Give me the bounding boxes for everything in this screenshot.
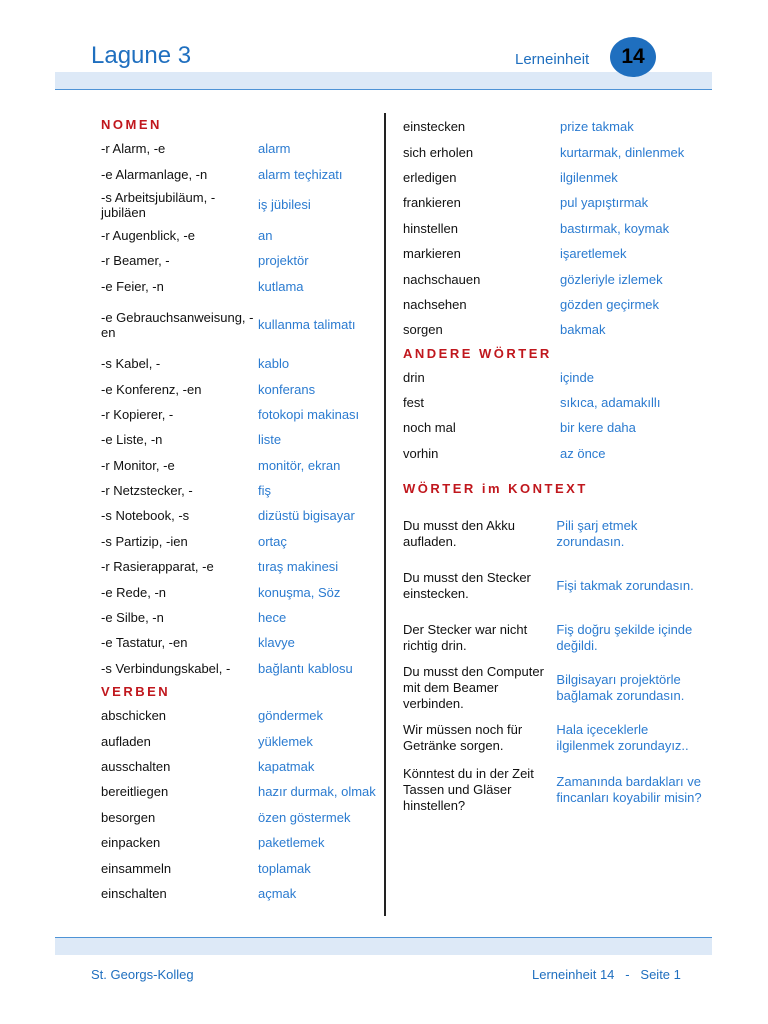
german-term: Du musst den Computer mit dem Beamer verbinden. [403,664,544,712]
vocab-row [403,139,703,164]
german-term: Du musst den Stecker einstecken. [403,570,531,602]
turkish-translation: konferans [258,381,316,397]
vocab-row [403,317,703,342]
section-heading-nomen: NOMEN [101,117,162,132]
german-term: einstecken [403,119,466,135]
turkish-translation: klavye [258,635,295,651]
vocab-row [101,478,381,503]
turkish-translation: alarm teçhizatı [258,166,343,182]
turkish-translation: sıkıca, adamakıllı [560,395,661,411]
vocab-row [403,114,703,139]
turkish-translation: kapatmak [258,759,315,774]
turkish-translation: tıraş makinesi [258,559,339,575]
turkish-translation: liste [258,432,282,448]
unit-label: Lerneinheit [515,51,590,68]
vocab-row [101,248,381,273]
vocab-row [101,779,381,804]
german-term: -e Alarmanlage, -n [101,166,208,182]
vocab-row [101,161,381,186]
andere-list [403,365,703,467]
vocab-row [101,630,381,655]
vocab-row [101,554,381,579]
german-term: -r Alarm, -e [101,141,166,157]
footer-page-info: Lerneinheit 14 - Seite 1 [532,967,681,982]
turkish-translation: işaretlemek [560,246,627,262]
german-term: noch mal [403,420,456,436]
german-term: bereitliegen [101,784,169,800]
german-term: fest [403,395,424,411]
turkish-translation: kullanma talimatı [258,317,356,333]
german-term: -e Konferenz, -en [101,381,202,397]
vocab-row [101,579,381,604]
turkish-translation: konuşma, Söz [258,584,341,600]
german-term: nachschauen [403,271,481,287]
vocab-row [403,165,703,190]
turkish-translation: hazır durmak, olmak [258,784,376,800]
turkish-translation: fotokopi makinası [258,406,360,422]
turkish-translation: Zamanında bardakları ve fincanları koyabilir misin? [556,774,702,806]
turkish-translation: projektör [258,253,309,269]
verben-continued-list [403,114,703,343]
german-term: -e Gebrauchsanweisung, -en [101,309,254,340]
turkish-translation: bir kere daha [560,420,636,436]
vocab-row [101,656,381,681]
vocab-row [101,503,381,528]
german-term: -e Feier, -n [101,278,164,294]
german-term: -e Silbe, -n [101,610,164,626]
german-term: Der Stecker war nicht richtig drin. [403,622,528,654]
section-heading-verben: VERBEN [101,684,171,700]
german-term: -s Partizip, -ien [101,533,188,549]
german-term: -e Tastatur, -en [101,635,188,651]
turkish-translation: açmak [258,885,297,901]
turkish-translation: pul yapıştırmak [560,195,649,211]
turkish-translation: alarm [258,141,291,157]
german-term: -r Netzstecker, - [101,483,193,499]
vocab-row [101,453,381,478]
vocab-row [403,241,703,266]
vocab-row [403,266,703,291]
german-term: -e Liste, -n [101,432,163,448]
turkish-translation: monitör, ekran [258,457,341,473]
vocab-row [403,441,703,466]
german-term: -s Verbindungskabel, - [101,660,231,676]
vocab-row [101,299,381,351]
verben-list [101,703,381,906]
german-term: Könntest du in der Zeit Tassen und Gläser hinstellen? [403,766,534,814]
german-term: -r Augenblick, -e [101,227,195,243]
vocab-row [101,881,381,906]
german-term: Wir müssen noch für Getränke sorgen. [403,722,523,754]
german-term: -s Kabel, - [101,356,161,372]
german-term: -r Kopierer, - [101,406,174,422]
turkish-translation: Bilgisayarı projektörle bağlamak zorundasın. [556,672,685,704]
turkish-translation: bastırmak, koymak [560,220,670,236]
german-term: einschalten [101,885,167,901]
section-heading-kontext: WÖRTER im KONTEXT [403,481,588,497]
vocab-row [101,855,381,880]
german-term: sich erholen [403,144,474,160]
turkish-translation: an [258,227,273,243]
turkish-translation: hece [258,610,287,626]
turkish-translation: Fişi takmak zorundasın. [556,578,694,594]
vocab-row [403,764,703,816]
german-term: vorhin [403,445,439,461]
nomen-list [101,136,381,681]
vocab-row [101,605,381,630]
vocab-row [101,728,381,753]
german-term: erledigen [403,169,457,185]
german-term: Du musst den Akku aufladen. [403,518,515,550]
kontext-list [403,508,703,816]
turkish-translation: az önce [560,445,606,461]
turkish-translation: Pili şarj etmek zorundasın. [556,518,638,550]
turkish-translation: gözleriyle izlemek [560,271,663,287]
vocab-row [403,190,703,215]
vocab-row [101,529,381,554]
vocab-row [403,712,703,764]
german-term: ausschalten [101,759,171,774]
german-term: markieren [403,246,461,262]
vocab-row [101,427,381,452]
turkish-translation: paketlemek [258,835,325,851]
vocab-row [403,612,703,664]
german-term: besorgen [101,809,156,825]
vocab-row [403,415,703,440]
turkish-translation: ilgilenmek [560,169,618,185]
vocab-row [101,187,381,223]
footer-band [55,937,712,955]
german-term: -r Monitor, -e [101,457,175,473]
vocab-row [403,216,703,241]
turkish-translation: kutlama [258,278,304,294]
german-term: einsammeln [101,860,172,876]
turkish-translation: Fiş doğru şekilde içinde değildi. [556,622,693,654]
german-term: hinstellen [403,220,458,236]
german-term: -r Beamer, - [101,253,170,269]
german-term: drin [403,369,425,385]
vocab-row [403,560,703,612]
unit-number-badge: 14 [610,37,656,77]
vocab-row [403,292,703,317]
turkish-translation: iş jübilesi [258,197,311,213]
right-column [403,114,703,816]
turkish-translation: bakmak [560,322,606,338]
vocab-row [101,351,381,376]
turkish-translation: prize takmak [560,119,634,135]
german-term: aufladen [101,733,151,749]
turkish-translation: kurtarmak, dinlenmek [560,144,685,160]
vocab-row [101,703,381,728]
page-title: Lagune 3 [91,42,192,69]
left-column [101,114,381,906]
german-term: sorgen [403,322,443,338]
vocab-row [101,754,381,779]
vocab-row [101,805,381,830]
turkish-translation: özen göstermek [258,809,351,825]
header-band [55,72,712,90]
turkish-translation: ortaç [258,533,287,549]
german-term: -s Notebook, -s [101,508,190,524]
german-term: nachsehen [403,296,467,312]
turkish-translation: fiş [258,483,271,499]
footer-school: St. Georgs-Kolleg [91,967,194,982]
vocab-row [101,402,381,427]
vocab-row [101,376,381,401]
vocab-row [403,508,703,560]
vocab-row [101,274,381,299]
turkish-translation: göndermek [258,708,324,724]
german-term: abschicken [101,708,167,724]
turkish-translation: toplamak [258,860,311,876]
turkish-translation: dizüstü bigisayar [258,508,355,524]
turkish-translation: yüklemek [258,733,313,749]
german-term: -s Arbeitsjubiläum, -jubiläen [101,189,216,220]
german-term: -e Rede, -n [101,584,167,600]
german-term: einpacken [101,835,161,851]
vocab-row [101,136,381,161]
german-term: frankieren [403,195,461,211]
column-divider [384,113,386,916]
turkish-translation: kablo [258,356,290,372]
vocab-row [403,664,703,712]
vocab-row [101,830,381,855]
german-term: -r Rasierapparat, -e [101,559,214,575]
turkish-translation: Hala içeceklerle ilgilenmek zorundayız.. [556,722,689,754]
vocab-row [101,223,381,248]
turkish-translation: bağlantı kablosu [258,660,353,676]
vocab-row [403,365,703,390]
turkish-translation: gözden geçirmek [560,296,659,312]
vocab-row [403,390,703,415]
turkish-translation: içinde [560,369,594,385]
section-heading-andere: ANDERE WÖRTER [403,345,552,361]
